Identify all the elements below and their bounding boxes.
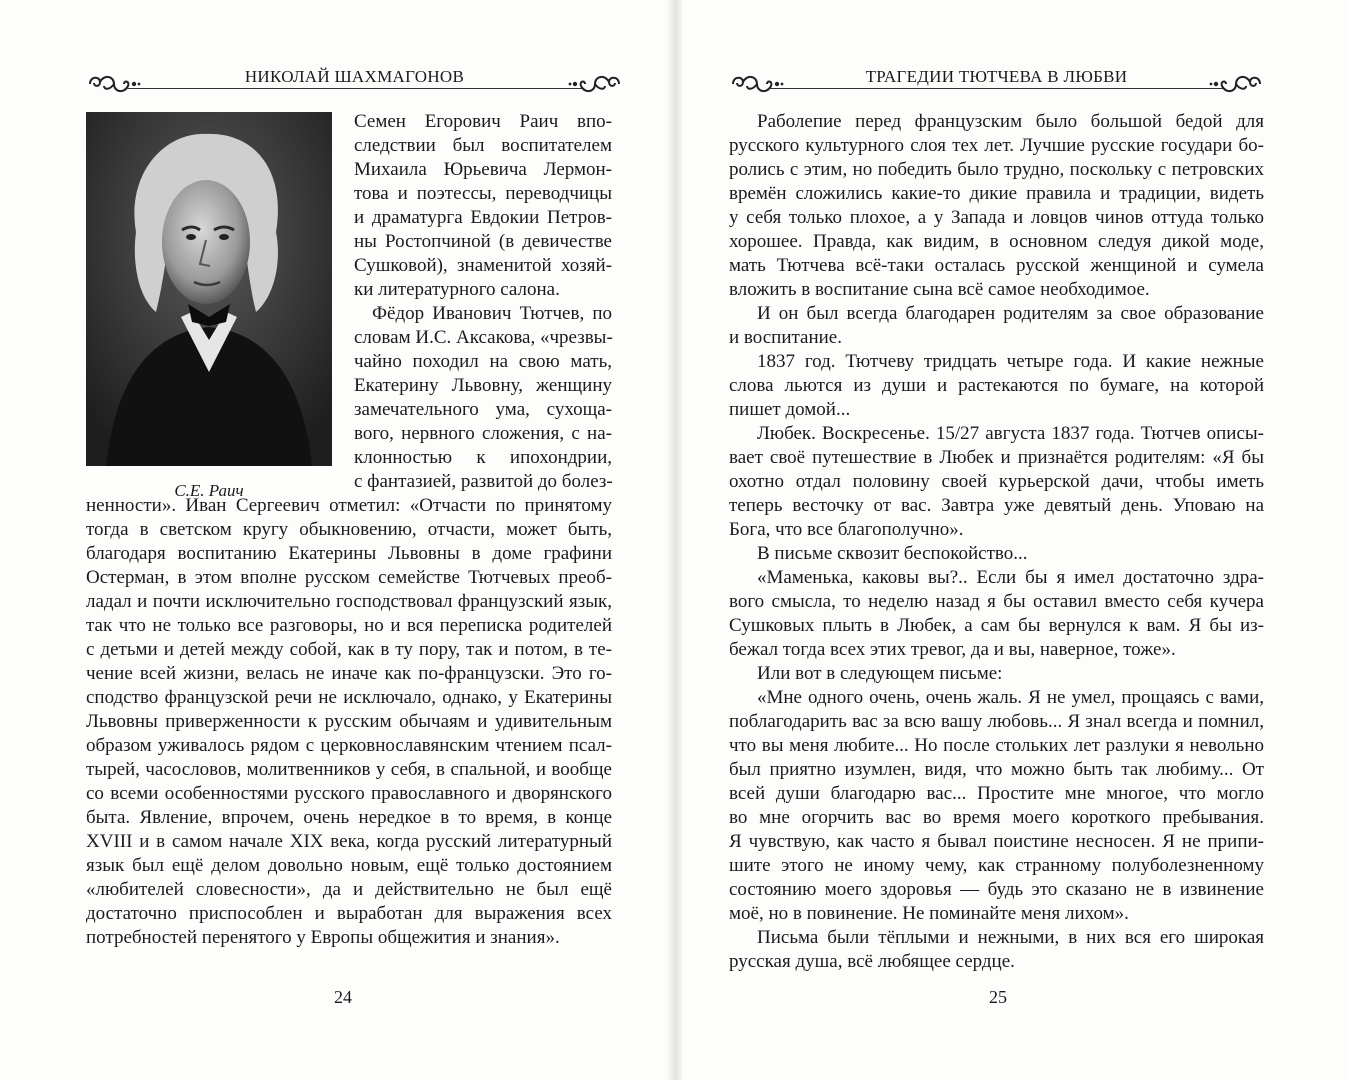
text-line: Михаила Юрьевича Лермон- <box>354 159 612 180</box>
text-line: с фантазией, развитой до болез- <box>354 471 613 492</box>
text-line: русская душа, всё любящее сердце. <box>729 951 1015 972</box>
text-line: XVIII и в самом начале XIX века, когда русский литературный <box>86 831 612 852</box>
text-line: «Маменька, каковы вы?.. Если бы я имел достаточно здра- <box>757 567 1264 588</box>
text-line: Или вот в следующем письме: <box>757 663 1003 684</box>
left-running-header <box>86 66 623 96</box>
text-line: вого, нервного сложения, с на- <box>354 423 612 444</box>
text-line: клонностью к ипохондрии, <box>354 447 612 468</box>
text-line: вого смысла, то неделю назад я бы оставил вместо себя кучера <box>729 591 1264 612</box>
text-line: Сушковых плыть в Любек, а сам бы вернулся к вам. Я бы из- <box>729 615 1264 636</box>
portrait-image <box>86 112 332 466</box>
text-line: так что не только все разговоры, но и вся переписка родителей <box>86 615 612 636</box>
text-line: моё, но в повинение. Не поминайте меня лихом». <box>729 903 1129 924</box>
text-line: со всеми особенностями русского православного и дворянского <box>86 783 612 804</box>
text-line: чение всей жизни, велась не иначе как по-французски. Это го- <box>86 663 612 684</box>
text-line: хорошее. Правда, как видим, в основном следуя дикой моде, <box>729 231 1264 252</box>
running-head-title: ТРАГЕДИИ ТЮТЧЕВА В ЛЮБВИ <box>865 67 1128 86</box>
portrait-caption: С.Е. Раич <box>174 481 244 500</box>
text-line: и воспитание. <box>729 327 842 348</box>
page-number: 25 <box>989 987 1007 1007</box>
text-line: состоянию моего здоровья — будь это сказано не в извинение <box>729 879 1264 900</box>
text-line: ролись с этим, но победить было трудно, поскольку с петровских <box>729 159 1264 180</box>
text-line: всей души благодарю вас... Простите мне многое, что могло <box>729 783 1264 804</box>
text-line: Остерман, в этом вполне русском семействе Тютчевых преоб- <box>86 567 612 588</box>
text-line: следствии был воспитателем <box>354 135 612 156</box>
text-line: с детьми и детей между собой, как в ту пору, так и потом, в те- <box>86 639 612 660</box>
text-line: язык был ещё делом довольно новым, ещё только достоянием <box>86 855 612 876</box>
text-line: Львовны приверженности к русским обычаям и удивительным <box>86 711 612 732</box>
header-rule <box>769 88 1224 89</box>
text-line: това и поэтессы, переводчицы <box>354 183 612 204</box>
text-line: Письма были тёплыми и нежными, в них вся его широкая <box>757 927 1264 948</box>
text-line: Семен Егорович Раич впо- <box>354 111 612 132</box>
text-line: Я чувствую, как часто я бывал поистине несносен. Я не припи- <box>729 831 1264 852</box>
scroll-ornament-icon <box>567 72 623 96</box>
header-rule <box>126 88 583 89</box>
text-line: быта. Явление, впрочем, очень нередкое в то время, в конце <box>86 807 612 828</box>
text-line: вложить в воспитание сына всё самое необходимое. <box>729 279 1150 300</box>
text-line: вает своё путешествие в Любек и признаётся родителям: «Я бы <box>729 447 1264 468</box>
text-line: словам И.С. Аксакова, «чрезвы- <box>354 327 613 348</box>
text-line: русского культурного слоя тех лет. Лучшие русские государи бо- <box>729 135 1264 156</box>
text-line: Екатерину Львовну, женщину <box>354 375 612 396</box>
text-line: ны Ростопчиной (в девичестве <box>354 231 612 252</box>
text-line: благодаря воспитанию Екатерины Львовны в доме графини <box>86 543 612 564</box>
text-line: Раболепие перед французским было большой бедой для <box>757 111 1264 132</box>
text-line: Фёдор Иванович Тютчев, по <box>372 303 612 324</box>
text-line: замечательного ума, сухоща- <box>354 399 612 420</box>
text-line: ладал и почти исключительно господствовал французский язык, <box>86 591 612 612</box>
text-line: теперь весточку от вас. Завтра уже девятый день. Уповаю на <box>729 495 1264 516</box>
right-running-header <box>729 66 1264 96</box>
text-line: сподство французской речи не исключало, однако, у Екатерины <box>86 687 612 708</box>
text-line: шите этого не иному чему, как странному полуболезненному <box>729 855 1264 876</box>
text-line: поблагодарить вас за всю вашу любовь... Я знал всегда и помнил, <box>729 711 1264 732</box>
text-line: «любителей словесности», да и действительно не был ещё <box>86 879 612 900</box>
text-line: и драматурга Евдокии Петров- <box>354 207 612 228</box>
text-line: тогда в светском кругу обыкновению, отчасти, может быть, <box>86 519 612 540</box>
scroll-ornament-icon <box>1208 72 1264 96</box>
book-gutter <box>668 0 682 1080</box>
text-line: В письме сквозит беспокойство... <box>757 543 1028 564</box>
text-line: достаточно приспособлен и выработан для выражения всех <box>86 903 612 924</box>
text-line: пишет домой... <box>729 399 851 420</box>
text-line: ненности». Иван Сергеевич отметил: «Отчасти по принятому <box>86 495 612 516</box>
text-line: «Мне одного очень, очень жаль. Я не умел, прощаясь с вами, <box>757 687 1264 708</box>
text-line: И он был всегда благодарен родителям за свое образование <box>757 303 1264 324</box>
text-line: Бога, что все благополучно». <box>729 519 964 540</box>
text-line: был приятно изумлен, видя, что можно быть так любиму... От <box>729 759 1264 780</box>
text-line: чайно походил на свою мать, <box>354 351 612 372</box>
text-line: тырей, часословов, молитвенников у себя, в спальной, и вообще <box>86 759 612 780</box>
text-line: времён сложились какие-то дикие правила и традиции, видеть <box>729 183 1264 204</box>
page-number: 24 <box>334 987 352 1007</box>
text-line: Любек. Воскресенье. 15/27 августа 1837 года. Тютчев описы- <box>757 423 1264 444</box>
left-page <box>0 0 668 1080</box>
text-line: Сушковой), знаменитой хозяй- <box>354 255 612 276</box>
text-line: во мне огорчить вас во время моего короткого пребывания. <box>729 807 1264 828</box>
text-line: что вы меня любите... Но после стольких лет разлуки я невольно <box>729 735 1264 756</box>
running-head-author: НИКОЛАЙ ШАХМАГОНОВ <box>244 67 465 86</box>
text-line: 1837 год. Тютчеву тридцать четыре года. И какие нежные <box>757 351 1264 372</box>
text-line: охотно отдал половину своей курьерской дачи, чтобы иметь <box>729 471 1264 492</box>
text-line: мать Тютчева всё-таки осталась русской женщиной и сумела <box>729 255 1264 276</box>
text-line: бежал тогда всех этих тревог, да и вы, наверное, тоже». <box>729 639 1176 660</box>
text-line: у себя только плохое, а у Запада и ловцов чинов оттуда только <box>729 207 1264 228</box>
text-line: образом уживалось рядом с церковнославянским чтением псал- <box>86 735 612 756</box>
right-page <box>682 0 1349 1080</box>
text-line: потребностей перенятого у Европы общежития и знания». <box>86 927 560 948</box>
text-line: слова льются из души и растекаются по бумаге, на которой <box>729 375 1264 396</box>
text-line: ки литературного салона. <box>354 279 560 300</box>
